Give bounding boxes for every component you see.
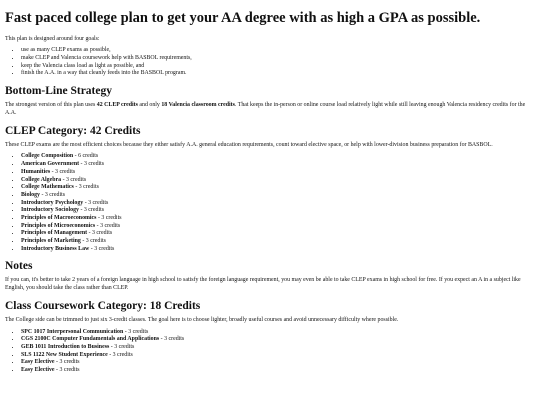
course-name: SLS 1122 New Student Experience (21, 351, 108, 358)
course-credits: - 3 credits (109, 344, 135, 351)
clep-exam-credits: - 3 credits (83, 199, 109, 206)
clep-exam-name: College Algebra (21, 176, 62, 183)
clep-item (21, 207, 535, 215)
course-credits: - 3 credits (123, 328, 149, 335)
course-credits: - 3 credits (54, 367, 80, 374)
coursework-heading: Class Coursework Category: 18 Credits (5, 299, 201, 312)
clep-text: These CLEP exams are the most efficient choices because they either satisfy A.A. general education requirements, count toward elective space, or help with lower-division business preparation for BASBOL. (5, 141, 493, 148)
clep-exam-name: Principles of Marketing (21, 237, 81, 244)
clep-item (21, 246, 535, 254)
clep-heading: CLEP Category: 42 Credits (5, 124, 141, 137)
clep-exam-credits: - 3 credits (80, 237, 106, 244)
page-title: Fast paced college plan to get your AA degree with as high a GPA as possible. (5, 10, 481, 26)
clep-exam-name: American Government (21, 161, 80, 168)
course-item (21, 352, 535, 360)
clep-exam-name: Introductory Psychology (21, 199, 84, 206)
course-credits: - 3 credits (54, 359, 80, 366)
clep-exam-credits: - 3 credits (87, 230, 113, 237)
clep-exam-name: Introductory Business Law (21, 245, 90, 252)
clep-exam-name: Principles of Management (21, 230, 88, 237)
clep-item (21, 200, 535, 208)
clep-item (21, 238, 535, 246)
clep-item (21, 161, 535, 169)
clep-item (21, 184, 535, 192)
clep-exam-name: College Composition (21, 153, 74, 160)
clep-list (5, 153, 535, 253)
clep-exam-name: Principles of Microeconomics (21, 222, 96, 229)
clep-exam-name: Humanities (21, 168, 51, 175)
clep-item (21, 192, 535, 200)
bottom-line-heading: Bottom-Line Strategy (5, 85, 112, 98)
coursework-text: The College side can be trimmed to just six 3-credit classes. The goal here is to choose lighter, broadly useful courses and avoid unnecessary difficulty where possible. (5, 317, 399, 323)
course-name: Easy Elective (21, 359, 55, 366)
clep-exam-credits: - 3 credits (78, 207, 105, 214)
goal-item: • finish the A.A. in a way that cleanly feeds into the BASBOL program. (21, 70, 535, 78)
clep-item (21, 169, 535, 177)
goal-item: • keep the Valencia class load as light as possible, and (21, 63, 535, 71)
goals-list (5, 47, 535, 78)
intro-text: This plan is designed around four goals: (5, 35, 100, 42)
notes-heading: Notes (5, 260, 33, 273)
course-credits: - 3 credits (159, 336, 185, 343)
course-name: CGS 2100C Computer Fundamentals and Applications (21, 336, 160, 343)
clep-credits-emphasis: 42 CLEP credits (96, 102, 138, 109)
clep-exam-credits: - 3 credits (95, 222, 121, 229)
goal-item: • use as many CLEP exams as possible, (21, 47, 535, 55)
clep-exam-credits: - 3 credits (96, 214, 122, 221)
bottom-line-text-1: The strongest version of this plan uses (5, 102, 97, 109)
notes-text: If you can, it's better to take 2 years of a foreign language in high school to satisfy the foreign language requirement, you may even be able to take CLEP exams in high school for free. If you expect an A in a subject like English, you should take the class rather than CLEP. (5, 277, 521, 292)
clep-exam-name: College Mathematics (21, 184, 74, 191)
bottom-line-text-2: and only (137, 102, 162, 109)
clep-exam-credits: - 3 credits (61, 176, 87, 183)
bottom-line-text-3: . That keeps the in-person or online course load relatively light while still leaving enough Valencia residency credits for the A.A. (5, 102, 526, 116)
goal-item: • make CLEP and Valencia coursework help with BASBOL requirements, (21, 55, 535, 63)
bottom-line-text (5, 102, 535, 117)
clep-exam-credits: - 6 credits (73, 153, 99, 160)
clep-exam-credits: - 3 credits (50, 168, 76, 175)
clep-exam-credits: - 3 credits (79, 161, 105, 168)
course-item (21, 344, 535, 352)
clep-exam-name: Principles of Macroeconomics (21, 214, 97, 221)
valencia-credits-emphasis: 18 Valencia classroom credits (161, 102, 235, 109)
clep-exam-credits: - 3 credits (39, 191, 66, 198)
clep-exam-credits: - 3 credits (89, 245, 115, 252)
clep-item (21, 223, 535, 231)
course-name: Easy Elective (21, 367, 55, 374)
course-item (21, 329, 535, 337)
clep-item (21, 230, 535, 238)
clep-item (21, 177, 535, 185)
clep-item (21, 215, 535, 223)
course-name: SPC 1017 Interpersonal Communication (21, 328, 124, 335)
clep-exam-name: Biology (21, 191, 40, 198)
coursework-list (5, 329, 535, 375)
clep-exam-name: Introductory Sociology (21, 207, 79, 214)
clep-item (21, 153, 535, 161)
course-item (21, 359, 535, 367)
course-name: GEB 1011 Introduction to Business (21, 344, 110, 351)
course-credits: - 3 credits (107, 351, 133, 358)
clep-exam-credits: - 3 credits (73, 184, 99, 191)
course-item (21, 367, 535, 375)
course-item (21, 336, 535, 344)
